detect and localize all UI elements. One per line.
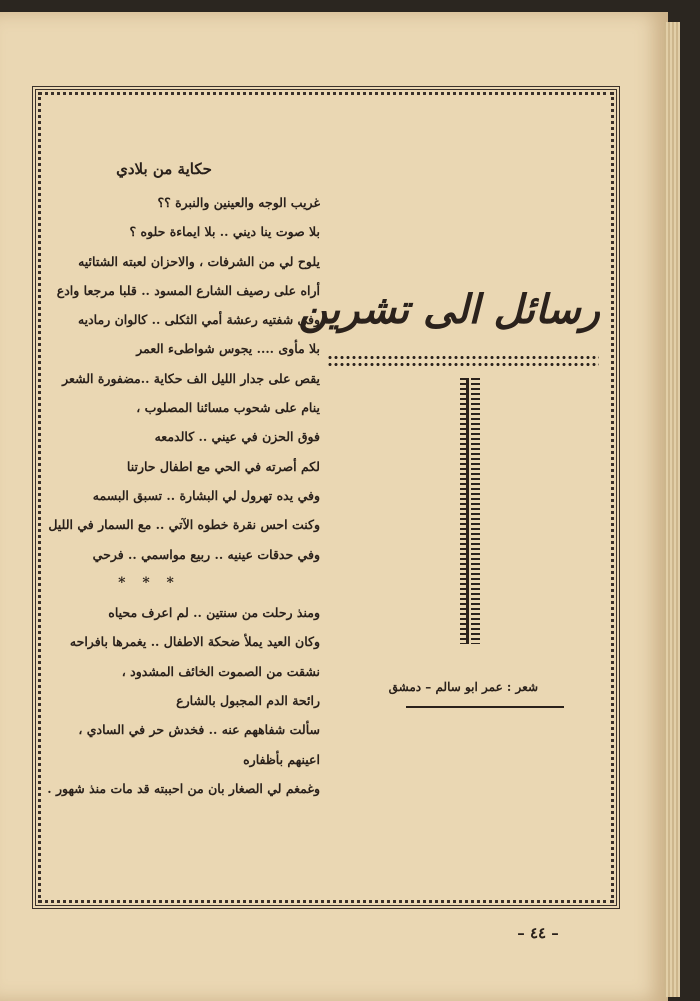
poem-line: أراه على رصيف الشارع المسود .. قلبا مرجعا وادع <box>56 282 320 298</box>
poem-line: بلا صوت ينا ديني .. بلا ايماءة حلوه ؟ <box>129 224 320 240</box>
poem-line: وفي يده تهرول لي البشارة .. تسبق البسمه <box>92 487 320 503</box>
poet-credit: شعر : عمر ابو سالم – دمشق <box>388 680 538 694</box>
credit-underline <box>406 706 564 708</box>
poem-line: رائحة الدم المجبول بالشارع <box>176 693 320 709</box>
poem-line: سألت شفاههم عنه .. فخدش حر في السادي ، <box>78 722 320 738</box>
poem-line: يلوح لي من الشرفات ، والاحزان لعبته الشتائيه <box>78 253 320 269</box>
poem-line: لكم أصرته في الحي مع اطفال حارتنا <box>126 458 320 474</box>
poem-line: غريب الوجه والعينين والنبرة ؟؟ <box>157 195 320 210</box>
poem-column <box>38 160 320 803</box>
series-title: رسائل الى تشرين <box>298 286 600 333</box>
poem-line: فوق الحزن في عيني .. كالدمعه <box>154 429 320 445</box>
page-number: – ٤٤ – <box>517 924 559 942</box>
page-edge <box>664 22 680 997</box>
ornament-column-right <box>471 378 480 644</box>
ornament-stem <box>466 378 469 644</box>
stanza-separator: * * * <box>118 574 180 591</box>
poem-line: يقص على جدار الليل الف حكاية ..مضفورة الشعر <box>62 370 320 386</box>
poem-line: بلا مأوى .... يجوس شواطىء العمر <box>136 341 320 357</box>
poem-line: نشقت من الصموت الخائف المشدود ، <box>121 663 320 679</box>
poem-line: ومنذ رحلت من سنتين .. لم اعرف محياه <box>108 605 320 621</box>
poem-line: وكان العيد يملأ ضحكة الاطفال .. يغمرها بافراحه <box>69 634 320 650</box>
poem-line: وغمغم لي الصغار بان من احببته قد مات منذ شهور . <box>47 780 320 796</box>
poem-line: وكنت احس نقرة خطوه الآتي .. مع السمار في الليل <box>48 517 320 533</box>
poem-line: وفي شفتيه رعشة أمي الثكلى .. كالوان رماديه <box>77 312 320 328</box>
dotted-divider <box>327 354 599 368</box>
poem-line: وفي حدقات عينيه .. ربيع مواسمي .. فرحي <box>92 546 320 562</box>
poem-title: حكاية من بلادي <box>116 160 212 178</box>
poem-line: اعينهم بأظفاره <box>243 751 320 767</box>
poem-line: ينام على شحوب مسائنا المصلوب ، <box>136 400 320 416</box>
